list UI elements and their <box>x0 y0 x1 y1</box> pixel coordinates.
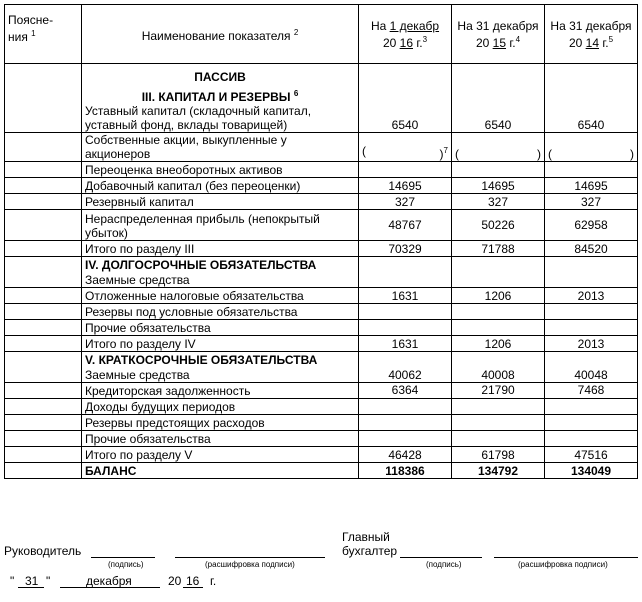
deferred-income-row <box>5 399 638 415</box>
note-cell <box>5 162 82 178</box>
total5-v2: 61798 <box>452 447 545 463</box>
header-col2-sup: 4 <box>515 34 521 44</box>
other-st-row <box>5 431 638 447</box>
note-cell <box>5 463 82 479</box>
lt-loans-v3 <box>545 257 638 288</box>
section-3-text: III. КАПИТАЛ И РЕЗЕРВЫ <box>141 90 291 104</box>
deferred-tax-v1: 1631 <box>359 288 452 304</box>
balance-v1: 118386 <box>359 463 452 479</box>
other-st-v3 <box>545 431 638 447</box>
payables-v2: 21790 <box>452 383 545 399</box>
retained-v2: 50226 <box>452 210 545 241</box>
date-month: декабря <box>86 574 132 588</box>
note-cell <box>5 64 82 133</box>
additional-v1: 14695 <box>359 178 452 194</box>
balance-row <box>5 463 638 479</box>
total3-v1: 70329 <box>359 241 452 257</box>
st-loans-v2: 40008 <box>452 352 545 383</box>
note-cell <box>5 336 82 352</box>
other-lt-row <box>5 320 638 336</box>
header-col1-sup: 3 <box>422 34 428 44</box>
provisions-label: Резервы под условные обязательства <box>82 304 359 320</box>
own-shares-v3 <box>545 133 638 162</box>
section-4-title: IV. ДОЛГОСРОЧНЫЕ ОБЯЗАТЕЛЬСТВА <box>82 257 359 273</box>
head-sign-line <box>91 557 155 558</box>
total4-v1: 1631 <box>359 336 452 352</box>
section-3-title <box>82 84 359 104</box>
date-year-suffix: г. <box>210 574 217 588</box>
charter-v1: 6540 <box>359 64 452 133</box>
balance-label: БАЛАНС <box>82 463 359 479</box>
header-col3-year-pre: 20 <box>568 35 583 50</box>
note-cell <box>5 383 82 399</box>
section-3-sup: 6 <box>293 89 299 98</box>
other-lt-v3 <box>545 320 638 336</box>
deferred-income-label: Доходы будущих периодов <box>82 399 359 415</box>
retained-v1: 48767 <box>359 210 452 241</box>
date-year-pre: 20 <box>168 574 182 588</box>
note-cell <box>5 288 82 304</box>
own-shares-v1-close: ) <box>439 147 444 161</box>
header-col3-date: На 31 декабря <box>550 18 632 33</box>
st-loans-v3: 40048 <box>545 352 638 383</box>
reserve-label: Резервный капитал <box>82 194 359 210</box>
total4-row <box>5 336 638 352</box>
charter-v3: 6540 <box>545 64 638 133</box>
total5-v3: 47516 <box>545 447 638 463</box>
revaluation-v2 <box>452 162 545 178</box>
section-4-row <box>5 257 638 273</box>
header-name-sup: 2 <box>293 27 299 37</box>
deferred-income-v1 <box>359 399 452 415</box>
st-loans-v1: 40062 <box>359 352 452 383</box>
own-shares-v1-sup: 7 <box>443 146 448 155</box>
additional-label: Добавочный капитал (без переоценки) <box>82 178 359 194</box>
header-row <box>5 5 638 64</box>
header-col2-suffix: г. <box>509 35 516 50</box>
own-shares-v2-close: ) <box>537 147 541 161</box>
st-loans-label: Заемные средства <box>82 367 359 383</box>
reserve-v1: 327 <box>359 194 452 210</box>
retained-row <box>5 210 638 241</box>
deferred-tax-v3: 2013 <box>545 288 638 304</box>
balance-v2: 134792 <box>452 463 545 479</box>
retained-label: Нераспределенная прибыль (непокрытый убыток) <box>82 210 359 241</box>
total4-v2: 1206 <box>452 336 545 352</box>
header-col3-year: 14 <box>585 35 599 50</box>
chief-name-line <box>494 557 638 558</box>
header-col1-prefix: На <box>370 18 387 33</box>
section-5-title: V. КРАТКОСРОЧНЫЕ ОБЯЗАТЕЛЬСТВА <box>82 352 359 368</box>
chief-name-caption: (расшифровка подписи) <box>518 560 608 569</box>
header-col2-year: 15 <box>492 35 506 50</box>
other-lt-label: Прочие обязательства <box>82 320 359 336</box>
note-cell <box>5 210 82 241</box>
total5-label: Итого по разделу V <box>82 447 359 463</box>
deferred-tax-label: Отложенные налоговые обязательства <box>82 288 359 304</box>
note-cell <box>5 178 82 194</box>
reserve-v3: 327 <box>545 194 638 210</box>
additional-v3: 14695 <box>545 178 638 194</box>
balance-v3: 134049 <box>545 463 638 479</box>
total3-v3: 84520 <box>545 241 638 257</box>
own-shares-label: Собственные акции, выкупленные у акционеров <box>82 133 359 162</box>
section-passive-title: ПАССИВ <box>82 64 359 85</box>
header-col1 <box>359 5 452 64</box>
header-note-line1: Поясне- <box>8 13 54 27</box>
provisions-v1 <box>359 304 452 320</box>
header-col1-year-pre: 20 <box>382 35 397 50</box>
reserve-row <box>5 194 638 210</box>
head-sign-caption: (подпись) <box>108 560 144 569</box>
header-note-line2: ния <box>8 30 28 44</box>
header-note-sup: 1 <box>31 29 36 38</box>
reserve-v2: 327 <box>452 194 545 210</box>
total4-v3: 2013 <box>545 336 638 352</box>
provisions-v3 <box>545 304 638 320</box>
note-cell <box>5 194 82 210</box>
future-reserves-label: Резервы предстоящих расходов <box>82 415 359 431</box>
header-col1-year: 16 <box>399 35 413 50</box>
future-reserves-v2 <box>452 415 545 431</box>
charter-label: Уставный капитал (складочный капитал, уставный фонд, вклады товарищей) <box>82 104 359 133</box>
lt-loans-label: Заемные средства <box>82 272 359 288</box>
chief-label-line1: Главный <box>342 530 390 544</box>
date-year: 16 <box>186 574 200 588</box>
note-cell <box>5 352 82 383</box>
other-lt-v1 <box>359 320 452 336</box>
note-cell <box>5 241 82 257</box>
own-shares-v3-open: ( <box>548 147 552 161</box>
head-label: Руководитель <box>4 544 82 558</box>
provisions-v2 <box>452 304 545 320</box>
own-shares-v3-close: ) <box>630 147 634 161</box>
additional-v2: 14695 <box>452 178 545 194</box>
section-passive-row <box>5 64 638 85</box>
note-cell <box>5 447 82 463</box>
own-shares-v2 <box>452 133 545 162</box>
other-st-v1 <box>359 431 452 447</box>
provisions-row <box>5 304 638 320</box>
total3-v2: 71788 <box>452 241 545 257</box>
deferred-income-v3 <box>545 399 638 415</box>
note-cell <box>5 320 82 336</box>
header-col3-sup: 5 <box>608 34 614 44</box>
revaluation-v3 <box>545 162 638 178</box>
header-col2-year-pre: 20 <box>475 35 490 50</box>
total3-label: Итого по разделу III <box>82 241 359 257</box>
future-reserves-v3 <box>545 415 638 431</box>
other-lt-v2 <box>452 320 545 336</box>
total5-v1: 46428 <box>359 447 452 463</box>
date-month-line <box>60 587 160 588</box>
retained-v3: 62958 <box>545 210 638 241</box>
header-note <box>5 5 82 64</box>
payables-label: Кредиторская задолженность <box>82 383 359 399</box>
header-name <box>82 5 359 64</box>
note-cell <box>5 304 82 320</box>
date-year-line <box>183 587 203 588</box>
payables-row <box>5 383 638 399</box>
revaluation-row <box>5 162 638 178</box>
section-5-row <box>5 352 638 368</box>
header-col2-date: На 31 декабря <box>457 18 539 33</box>
charter-v2: 6540 <box>452 64 545 133</box>
head-name-caption: (расшифровка подписи) <box>205 560 295 569</box>
header-col1-day: 1 декабр <box>389 18 440 33</box>
header-col2 <box>452 5 545 64</box>
payables-v3: 7468 <box>545 383 638 399</box>
date-quote-close: " <box>46 574 51 588</box>
note-cell <box>5 257 82 288</box>
chief-sign-line <box>400 557 482 558</box>
deferred-income-v2 <box>452 399 545 415</box>
lt-loans-v1 <box>359 257 452 288</box>
revaluation-label: Переоценка внеоборотных активов <box>82 162 359 178</box>
total5-row <box>5 447 638 463</box>
total3-row <box>5 241 638 257</box>
note-cell <box>5 415 82 431</box>
header-col3 <box>545 5 638 64</box>
balance-sheet-table <box>4 4 638 479</box>
other-st-v2 <box>452 431 545 447</box>
lt-loans-v2 <box>452 257 545 288</box>
other-st-label: Прочие обязательства <box>82 431 359 447</box>
total4-label: Итого по разделу IV <box>82 336 359 352</box>
header-col1-suffix: г. <box>416 35 423 50</box>
own-shares-v1-open: ( <box>362 144 366 158</box>
revaluation-v1 <box>359 162 452 178</box>
own-shares-row <box>5 133 638 162</box>
date-quote-open: " <box>10 574 15 588</box>
note-cell <box>5 399 82 415</box>
chief-sign-caption: (подпись) <box>426 560 462 569</box>
future-reserves-row <box>5 415 638 431</box>
own-shares-v2-open: ( <box>455 147 459 161</box>
header-col3-suffix: г. <box>602 35 609 50</box>
date-day-line <box>18 587 44 588</box>
deferred-tax-row <box>5 288 638 304</box>
future-reserves-v1 <box>359 415 452 431</box>
head-name-line <box>175 557 325 558</box>
note-cell <box>5 133 82 162</box>
header-name-text: Наименование показателя <box>141 28 291 43</box>
deferred-tax-v2: 1206 <box>452 288 545 304</box>
payables-v1: 6364 <box>359 383 452 399</box>
note-cell <box>5 431 82 447</box>
own-shares-v1 <box>359 133 452 162</box>
date-day: 31 <box>25 574 39 588</box>
chief-label-line2: бухгалтер <box>342 544 398 558</box>
additional-row <box>5 178 638 194</box>
